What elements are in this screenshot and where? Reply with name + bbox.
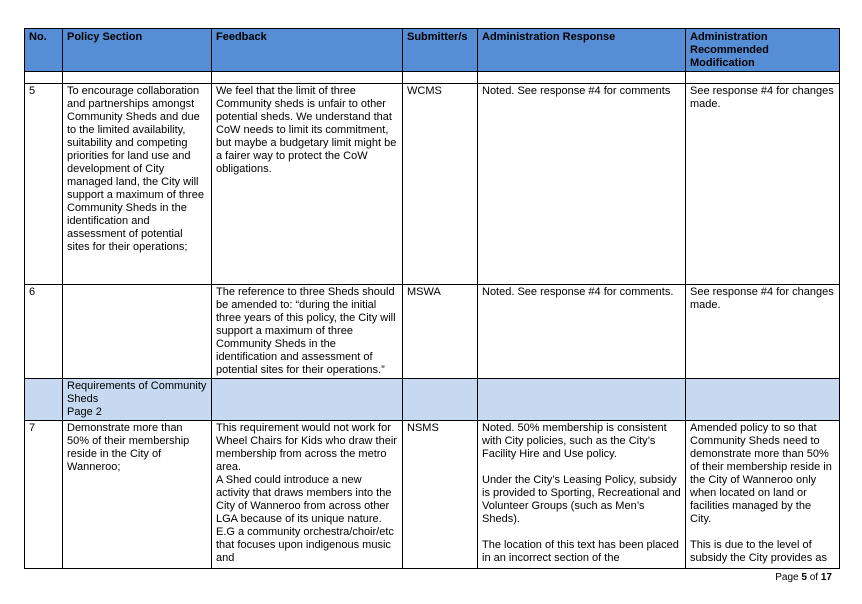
feedback-table [24, 28, 840, 569]
response-paragraph: Under the City’s Leasing Policy, subsidy is provided to Sporting, Recreational and Volunteer Groups (such as Men’s Sheds). [482, 474, 681, 525]
cell-feedback [212, 421, 403, 569]
cell-policy-section [63, 285, 212, 379]
header-admin-modification: Administration Recommended Modification [686, 29, 840, 72]
cell-no: 6 [25, 285, 63, 379]
cell-submitter: MSWA [403, 285, 478, 379]
header-row [25, 29, 840, 72]
cell-policy-section: Demonstrate more than 50% of their membership reside in the City of Wanneroo; [63, 421, 212, 569]
cell-no: 7 [25, 421, 63, 569]
cell-policy-section: To encourage collaboration and partnerships amongst Community Sheds and due to the limited availability, suitability and competing priorities for land use and development of City managed land, the City will support a maximum of three Community Sheds in the identification and assessment of potential sites for their operations; [63, 84, 212, 285]
header-no: No. [25, 29, 63, 72]
cell-admin-response: Noted. See response #4 for comments. [478, 285, 686, 379]
feedback-paragraph: A Shed could introduce a new activity that draws members into the City of Wanneroo from across other LGA because of its unique nature. E.G a community orchestra/choir/etc that focuses upon indigenous music and [216, 474, 394, 564]
section-title-cell [63, 379, 212, 421]
cell-submitter: NSMS [403, 421, 478, 569]
table-row [25, 285, 840, 379]
header-policy-section: Policy Section [63, 29, 212, 72]
cell-feedback: We feel that the limit of three Community sheds is unfair to other potential sheds. We understand that CoW needs to limit its commitment, but maybe a budgetary limit might be a fairer way to protect the CoW obligations. [212, 84, 403, 285]
section-title: Requirements of Community Sheds [67, 380, 207, 405]
header-feedback: Feedback [212, 29, 403, 72]
cell-feedback: The reference to three Sheds should be amended to: “during the initial three years of this policy, the City will support a maximum of three Community Sheds in the identification and assessment of potential sites for their operations.” [212, 285, 403, 379]
header-admin-response: Administration Response [478, 29, 686, 72]
page-label: Page [775, 572, 799, 583]
response-paragraph: The location of this text has been placed in an incorrect section of the [482, 539, 679, 564]
page-number [775, 572, 832, 583]
section-page-ref: Page 2 [67, 406, 102, 418]
cell-submitter: WCMS [403, 84, 478, 285]
cell-no: 5 [25, 84, 63, 285]
spacer-row [25, 72, 840, 84]
page-current: 5 [801, 572, 807, 583]
table-row [25, 421, 840, 569]
cell-admin-modification: See response #4 for changes made. [686, 84, 840, 285]
modification-paragraph: This is due to the level of subsidy the City provides as [690, 539, 827, 564]
section-row [25, 379, 840, 421]
cell-admin-modification [686, 421, 840, 569]
cell-admin-response [478, 421, 686, 569]
cell-admin-modification: See response #4 for changes made. [686, 285, 840, 379]
response-paragraph: Noted. 50% membership is consistent with City policies, such as the City’s Facility Hire and Use policy. [482, 422, 667, 460]
modification-paragraph: Amended policy to so that Community Sheds need to demonstrate more than 50% of their membership reside in the City of Wanneroo only when located on land or facilities managed by the City. [690, 422, 832, 525]
table-row [25, 84, 840, 285]
page-total: 17 [820, 572, 832, 583]
cell-admin-response: Noted. See response #4 for comments [478, 84, 686, 285]
header-submitter: Submitter/s [403, 29, 478, 72]
feedback-paragraph: This requirement would not work for Wheel Chairs for Kids who draw their membership from across the metro area. [216, 422, 397, 473]
page-of: of [809, 572, 819, 583]
